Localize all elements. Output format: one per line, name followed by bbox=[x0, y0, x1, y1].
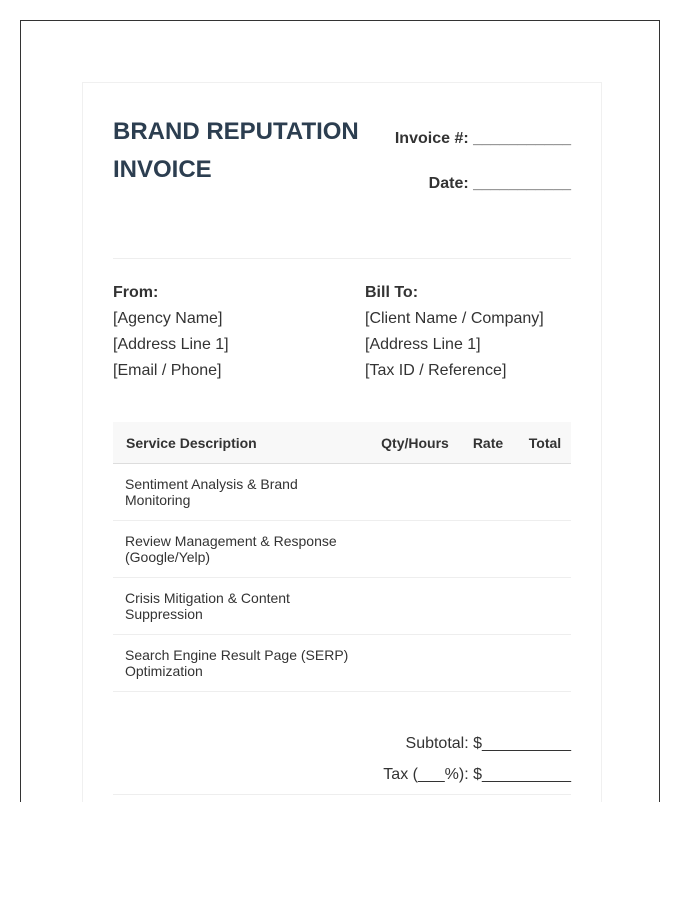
total-cell bbox=[519, 464, 571, 521]
service-description: Review Management & Response (Google/Yelp) bbox=[113, 521, 373, 578]
from-section bbox=[113, 282, 353, 384]
invoice-date-label: Date: ___________ bbox=[428, 175, 571, 192]
table-header-row bbox=[113, 422, 571, 464]
column-header-total: Total bbox=[519, 422, 571, 464]
service-description: Sentiment Analysis & Brand Monitoring bbox=[113, 464, 373, 521]
bill-to-heading: Bill To: bbox=[365, 284, 419, 301]
rate-cell bbox=[457, 464, 519, 521]
total-cell bbox=[519, 635, 571, 692]
service-description: Search Engine Result Page (SERP) Optimization bbox=[113, 635, 373, 692]
table-row bbox=[113, 464, 571, 521]
services-table bbox=[113, 422, 571, 692]
qty-cell bbox=[373, 635, 457, 692]
rate-cell bbox=[457, 578, 519, 635]
page-frame bbox=[20, 20, 660, 802]
bill-to-client-name: [Client Name / Company] bbox=[365, 310, 544, 327]
column-header-rate: Rate bbox=[457, 422, 519, 464]
total-cell bbox=[519, 578, 571, 635]
table-row bbox=[113, 578, 571, 635]
bill-to-section bbox=[365, 282, 575, 384]
invoice-title: BRAND REPUTATION INVOICE bbox=[113, 118, 359, 183]
total-cell bbox=[519, 521, 571, 578]
table-row bbox=[113, 521, 571, 578]
table-row bbox=[113, 635, 571, 692]
totals-section bbox=[311, 734, 571, 785]
qty-cell bbox=[373, 464, 457, 521]
rate-cell bbox=[457, 635, 519, 692]
invoice-number-label: Invoice #: ___________ bbox=[394, 130, 571, 147]
from-heading: From: bbox=[113, 284, 159, 301]
column-header-qty: Qty/Hours bbox=[373, 422, 457, 464]
subtotal-label: Subtotal: $__________ bbox=[405, 735, 571, 752]
header-divider bbox=[113, 258, 571, 259]
from-address-line: [Address Line 1] bbox=[113, 336, 229, 353]
invoice-document bbox=[82, 82, 602, 802]
rate-cell bbox=[457, 521, 519, 578]
from-contact: [Email / Phone] bbox=[113, 362, 222, 379]
invoice-meta bbox=[351, 128, 571, 195]
service-description: Crisis Mitigation & Content Suppression bbox=[113, 578, 373, 635]
column-header-service: Service Description bbox=[113, 422, 373, 464]
totals-divider bbox=[113, 794, 571, 795]
bill-to-address-line: [Address Line 1] bbox=[365, 336, 481, 353]
tax-label: Tax (___%): $__________ bbox=[383, 766, 571, 783]
from-agency-name: [Agency Name] bbox=[113, 310, 223, 327]
bill-to-tax-id: [Tax ID / Reference] bbox=[365, 362, 507, 379]
qty-cell bbox=[373, 521, 457, 578]
qty-cell bbox=[373, 578, 457, 635]
